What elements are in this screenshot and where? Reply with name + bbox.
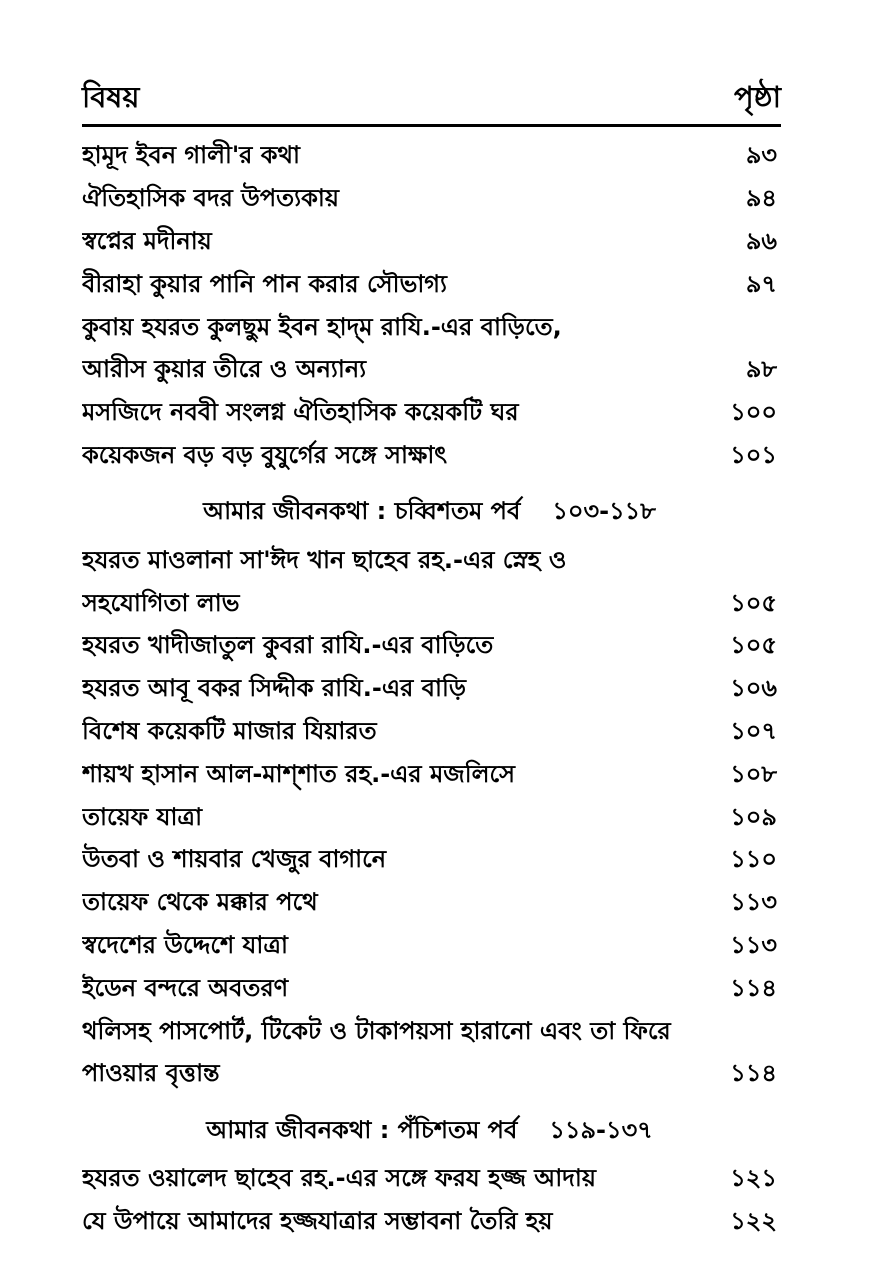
entry-page-number: ১০০ [730, 398, 777, 427]
entry-page-number: ১২১ [730, 1164, 777, 1193]
toc-list [82, 136, 777, 1244]
toc-entry [82, 754, 777, 797]
entry-title: যে উপায়ে আমাদের হজ্জযাত্রার সম্ভাবনা তৈরি হয় [82, 1206, 553, 1235]
toc-entry [82, 797, 777, 840]
entry-title: উতবা ও শায়বার খেজুর বাগানে [82, 845, 387, 874]
toc-entry [82, 968, 777, 1011]
entry-title: তায়েফ যাত্রা [82, 802, 203, 831]
entry-page-number: ৯৭ [745, 269, 777, 298]
toc-entry [82, 669, 777, 712]
entry-title: মসজিদে নববী সংলগ্ন ঐতিহাসিক কয়েকটি ঘর [82, 398, 519, 427]
toc-entry [82, 179, 777, 222]
entry-title: শায়খ হাসান আল-মাশ্‌শাত রহ.-এর মজলিসে [82, 759, 516, 788]
entry-title: হযরত ওয়ালেদ ছাহেব রহ.-এর সঙ্গে ফরয হজ্জ আদায় [82, 1164, 596, 1193]
entry-page-number: ১০৯ [730, 802, 777, 831]
section-title: আমার জীবনকথা : পঁচিশতম পর্ব [206, 1115, 518, 1144]
entry-page-number: ১০৫ [730, 631, 777, 660]
toc-entry [82, 540, 777, 583]
toc-entry [82, 883, 777, 926]
entry-page-number: ১০৭ [730, 716, 777, 745]
toc-entry [82, 393, 777, 436]
entry-page-number: ১২২ [730, 1206, 777, 1235]
page-heading: পৃষ্ঠা [734, 79, 781, 114]
entry-page-number: ১১৪ [730, 973, 777, 1002]
section-page-range: ১০৩-১১৮ [552, 497, 656, 526]
toc-entry [82, 136, 777, 179]
toc-entry [82, 222, 777, 265]
entry-page-number: ১০৮ [730, 759, 777, 788]
toc-entry [82, 1054, 777, 1097]
entry-title: স্বদেশের উদ্দেশে যাত্রা [82, 930, 288, 959]
entry-title: বীরাহা কুয়ার পানি পান করার সৌভাগ্য [82, 269, 447, 298]
entry-page-number: ৯৬ [745, 226, 777, 255]
entry-title: ইডেন বন্দরে অবতরণ [82, 973, 289, 1002]
toc-entry [82, 264, 777, 307]
entry-title: হযরত খাদীজাতুল কুবরা রাযি.-এর বাড়িতে [82, 631, 494, 660]
entry-page-number: ১০৫ [730, 588, 777, 617]
toc-entry [82, 307, 777, 350]
toc-entry [82, 1159, 777, 1202]
entry-page-number: ৯৪ [745, 184, 777, 213]
entry-page-number: ৯৩ [745, 141, 777, 170]
toc-entry [82, 626, 777, 669]
entry-title: স্বপ্নের মদীনায় [82, 226, 212, 255]
entry-title: হযরত আবূ বকর সিদ্দীক রাযি.-এর বাড়ি [82, 674, 466, 703]
toc-entry [82, 840, 777, 883]
header-rule [82, 124, 781, 127]
section-title: আমার জীবনকথা : চব্বিশতম পর্ব [203, 497, 521, 526]
entry-title: বিশেষ কয়েকটি মাজার যিয়ারত [82, 716, 377, 745]
entry-page-number: ১১৩ [730, 930, 777, 959]
section-heading [82, 1097, 777, 1159]
entry-title: তায়েফ থেকে মক্কার পথে [82, 888, 318, 917]
entry-title: কুবায় হযরত কুলছুম ইবন হাদ্‌ম রাযি.-এর বাড়িতে, [82, 312, 562, 341]
entry-title: সহযোগিতা লাভ [82, 588, 240, 617]
entry-page-number: ১১০ [730, 845, 777, 874]
subject-heading: বিষয় [82, 79, 140, 114]
toc-header [82, 74, 781, 124]
entry-title: ঐতিহাসিক বদর উপত্যকায় [82, 184, 339, 213]
section-page-range: ১১৯-১৩৭ [549, 1115, 653, 1144]
entry-page-number: ১১৩ [730, 888, 777, 917]
entry-page-number: ১০১ [730, 440, 777, 469]
section-heading [82, 478, 777, 540]
entry-title: পাওয়ার বৃত্তান্ত [82, 1059, 220, 1088]
toc-entry [82, 712, 777, 755]
toc-entry [82, 350, 777, 393]
toc-entry [82, 1202, 777, 1245]
entry-title: হযরত মাওলানা সা'ঈদ খান ছাহেব রহ.-এর স্নেহ ও [82, 545, 567, 574]
entry-page-number: ৯৮ [745, 355, 777, 384]
toc-entry [82, 1011, 777, 1054]
toc-entry [82, 583, 777, 626]
entry-title: হামূদ ইবন গালী'র কথা [82, 141, 301, 170]
entry-page-number: ১০৬ [730, 674, 777, 703]
toc-entry [82, 926, 777, 969]
toc-entry [82, 436, 777, 479]
entry-title: থলিসহ পাসপোর্ট, টিকেট ও টাকাপয়সা হারানো এবং তা ফিরে [82, 1016, 671, 1045]
entry-title: কয়েকজন বড় বড় বুযুর্গের সঙ্গে সাক্ষাৎ [82, 440, 448, 469]
entry-title: আরীস কুয়ার তীরে ও অন্যান্য [82, 355, 367, 384]
entry-page-number: ১১৪ [730, 1059, 777, 1088]
